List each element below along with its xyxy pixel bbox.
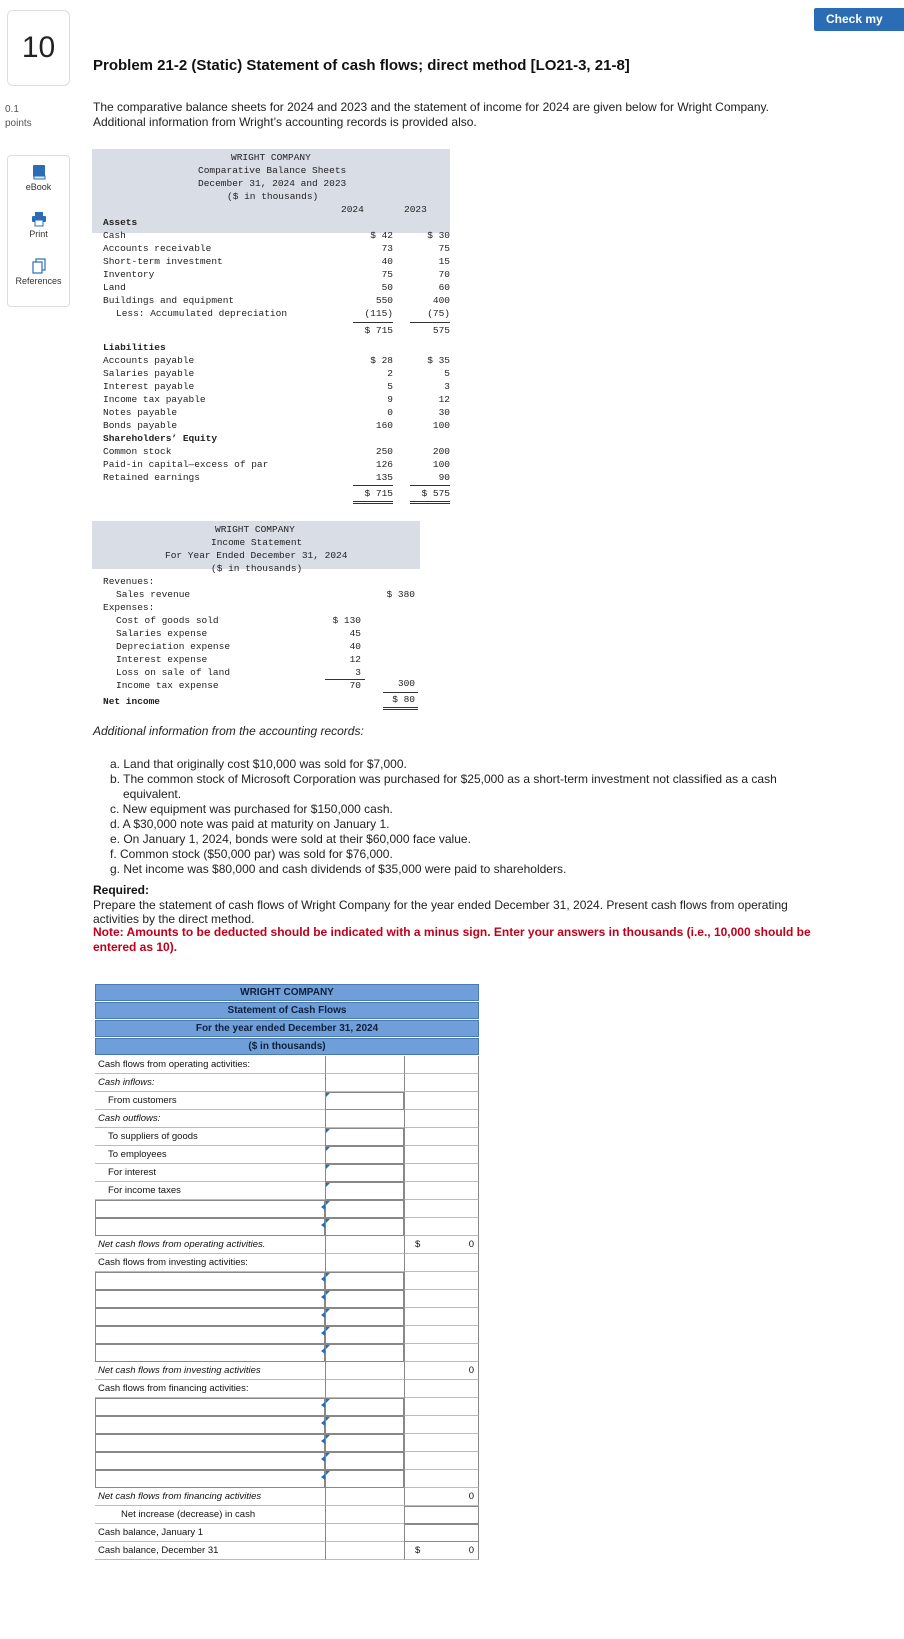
note-text: Note: Amounts to be deducted should be indicated with a minus sign. Enter your answers in thousands (i.e., 10,000 should be entered as 10). [93, 925, 811, 954]
operating-extra-label-input[interactable] [95, 1218, 325, 1236]
cf-units: ($ in thousands) [95, 1038, 479, 1055]
liabilities-rows [103, 355, 453, 433]
assets-rows [103, 230, 453, 321]
equity-label: Retained earnings [103, 472, 200, 483]
additional-item-e: e. On January 1, 2024, bonds were sold at their $60,000 face value. [110, 832, 471, 846]
additional-item-d: d. A $30,000 note was paid at maturity on January 1. [110, 817, 390, 831]
bs-units: ($ in thousands) [227, 191, 319, 202]
book-icon [31, 164, 47, 180]
income-statement-title [93, 523, 421, 575]
net-operating-total: 0 [468, 1239, 474, 1250]
operating-activities-label: Cash flows from operating activities: [98, 1059, 251, 1070]
cash-balance-jan-input[interactable] [404, 1524, 479, 1542]
asset-label: Accounts receivable [103, 243, 212, 254]
cf-total-cell [404, 1056, 479, 1074]
expense-value: 45 [349, 628, 361, 639]
cf-row [95, 1308, 479, 1326]
asset-label: Land [103, 282, 126, 293]
references-button[interactable] [8, 258, 69, 286]
expense-row [116, 628, 366, 641]
cf-amount-cell [325, 1524, 404, 1542]
financing-amount-input[interactable] [325, 1470, 404, 1488]
ebook-button[interactable] [8, 164, 69, 192]
cf-amount-cell [325, 1380, 404, 1398]
liability-value-2023: 12 [438, 394, 450, 405]
sales-revenue-label: Sales revenue [116, 589, 191, 600]
cf-amount-cell [325, 1362, 404, 1380]
bs-col-2023: 2023 [404, 204, 427, 215]
input-marker-icon [326, 1327, 330, 1331]
cf-row [95, 1398, 479, 1416]
liability-label: Accounts payable [103, 355, 195, 366]
cf-row [95, 1236, 479, 1254]
investing-amount-input[interactable] [325, 1344, 404, 1362]
cf-total-cell [404, 1128, 479, 1146]
cf-row [95, 1092, 479, 1110]
financing-amount-input[interactable] [325, 1452, 404, 1470]
investing-amount-input[interactable] [325, 1290, 404, 1308]
expenses-heading: Expenses: [103, 602, 155, 613]
equity-value-2023: 200 [432, 446, 450, 457]
net-increase-input[interactable] [404, 1506, 479, 1524]
financing-label-input[interactable] [95, 1470, 325, 1488]
equity-value-2023: 90 [438, 472, 450, 483]
expense-label: Salaries expense [116, 628, 208, 639]
net-income-label: Net income [103, 696, 161, 707]
intro-line-1: The comparative balance sheets for 2024 and 2023 and the statement of income for 2024 are given below for Wright Company. [93, 100, 769, 114]
for-income-taxes-input[interactable] [325, 1182, 404, 1200]
expense-label: Loss on sale of land [116, 667, 231, 678]
cf-total-cell [404, 1362, 479, 1380]
financing-label-input[interactable] [95, 1416, 325, 1434]
asset-label: Inventory [103, 269, 155, 280]
financing-amount-input[interactable] [325, 1398, 404, 1416]
cf-amount-cell [325, 1254, 404, 1272]
print-label: Print [29, 229, 48, 239]
intro-line-2: Additional information from Wright’s accounting records is provided also. [93, 115, 477, 129]
cf-dollar-sign: $ [415, 1239, 421, 1250]
cf-total-cell [404, 1218, 479, 1236]
cf-row [95, 1074, 479, 1092]
cf-row [95, 1182, 479, 1200]
cf-row [95, 1110, 479, 1128]
financing-label-input[interactable] [95, 1398, 325, 1416]
expense-row [116, 615, 366, 628]
printer-icon [31, 211, 47, 227]
cf-row [95, 1452, 479, 1470]
input-marker-icon [326, 1165, 330, 1169]
operating-extra-amount-input[interactable] [325, 1218, 404, 1236]
liability-label: Interest payable [103, 381, 195, 392]
expense-label: Interest expense [116, 654, 208, 665]
net-financing-total: 0 [468, 1491, 474, 1502]
cf-total-cell [404, 1542, 479, 1560]
cf-total-cell [404, 1092, 479, 1110]
asset-value-2023: 60 [438, 282, 450, 293]
investing-amount-input[interactable] [325, 1272, 404, 1290]
cf-total-cell [404, 1434, 479, 1452]
cf-total-cell [404, 1344, 479, 1362]
check-my-work-button[interactable]: Check my work [814, 8, 904, 31]
investing-amount-input[interactable] [325, 1326, 404, 1344]
equity-value-2024: 126 [375, 459, 393, 470]
for-income-taxes-label: For income taxes [108, 1185, 181, 1196]
is-statement-name: Income Statement [211, 537, 303, 548]
cf-total-cell [404, 1398, 479, 1416]
asset-value-2024: 75 [381, 269, 393, 280]
input-marker-icon [326, 1147, 330, 1151]
required-text-2: activities by the direct method. [93, 912, 255, 926]
liability-value-2024: 0 [387, 407, 393, 418]
cf-row [95, 1524, 479, 1542]
is-company: WRIGHT COMPANY [215, 524, 295, 535]
equity-rows [103, 446, 453, 485]
investing-label-input[interactable] [95, 1290, 325, 1308]
cf-row [95, 1434, 479, 1452]
cf-row [95, 1380, 479, 1398]
cash-balance-dec-label: Cash balance, December 31 [98, 1545, 219, 1556]
investing-label-input[interactable] [95, 1308, 325, 1326]
equity-value-2024: 250 [375, 446, 393, 457]
cf-statement-name: Statement of Cash Flows [95, 1002, 479, 1019]
cf-dollar-sign: $ [415, 1545, 421, 1556]
expense-label: Depreciation expense [116, 641, 231, 652]
asset-value-2024: 550 [375, 295, 393, 306]
cf-row [95, 1218, 479, 1236]
to-suppliers-input[interactable] [325, 1128, 404, 1146]
cf-total-cell [404, 1308, 479, 1326]
net-investing-total: 0 [468, 1365, 474, 1376]
question-number: 10 [7, 10, 70, 86]
liability-row [103, 407, 453, 420]
expense-value: $ 130 [332, 615, 361, 626]
points-value: 0.1 [5, 104, 19, 115]
cf-row [95, 1326, 479, 1344]
financing-label-input[interactable] [95, 1434, 325, 1452]
financing-activities-label: Cash flows from financing activities: [98, 1383, 249, 1394]
asset-row [103, 230, 453, 243]
input-marker-icon [326, 1471, 330, 1475]
liability-row [103, 368, 453, 381]
expense-value: 3 [355, 667, 361, 678]
ebook-label: eBook [25, 182, 52, 192]
asset-value-2024: (115) [364, 308, 393, 319]
liability-value-2024: 5 [387, 381, 393, 392]
financing-label-input[interactable] [95, 1452, 325, 1470]
asset-row [103, 243, 453, 256]
liability-label: Salaries payable [103, 368, 195, 379]
input-marker-icon [326, 1399, 330, 1403]
cf-total-cell [404, 1272, 479, 1290]
required-title: Required: [93, 883, 150, 897]
investing-label-input[interactable] [95, 1344, 325, 1362]
input-marker-icon [326, 1417, 330, 1421]
bs-col-2024: 2024 [341, 204, 364, 215]
to-employees-input[interactable] [325, 1146, 404, 1164]
additional-item-a: a. Land that originally cost $10,000 was sold for $7,000. [110, 757, 407, 771]
liability-label: Income tax payable [103, 394, 206, 405]
financing-amount-input[interactable] [325, 1434, 404, 1452]
liabilities-heading: Liabilities [103, 342, 166, 353]
input-marker-icon [326, 1129, 330, 1133]
cf-total-cell [404, 1200, 479, 1218]
cf-total-cell [404, 1290, 479, 1308]
cf-amount-cell [325, 1542, 404, 1560]
net-financing-label: Net cash flows from financing activities [98, 1491, 262, 1502]
asset-value-2024: 50 [381, 282, 393, 293]
assets-total-2024: $ 715 [364, 325, 393, 336]
input-marker-icon [326, 1219, 330, 1223]
asset-value-2023: 400 [432, 295, 450, 306]
expense-row [116, 654, 366, 667]
asset-value-2024: $ 42 [370, 230, 393, 241]
expense-value: 70 [349, 680, 361, 691]
equity-row [103, 459, 453, 472]
cf-row [95, 1488, 479, 1506]
liability-row [103, 394, 453, 407]
cf-row [95, 1362, 479, 1380]
asset-label: Cash [103, 230, 126, 241]
cf-row [95, 1542, 479, 1560]
equity-label: Paid-in capital—excess of par [103, 459, 269, 470]
cf-company: WRIGHT COMPANY [95, 984, 479, 1001]
additional-info-title: Additional information from the accounting records: [93, 724, 364, 738]
is-period: For Year Ended December 31, 2024 [165, 550, 348, 561]
cf-row [95, 1164, 479, 1182]
asset-value-2023: $ 30 [427, 230, 450, 241]
asset-row [103, 295, 453, 308]
asset-label: Short-term investment [103, 256, 223, 267]
input-marker-icon [326, 1345, 330, 1349]
cash-balance-jan-label: Cash balance, January 1 [98, 1527, 204, 1538]
additional-item-c: c. New equipment was purchased for $150,000 cash. [110, 802, 393, 816]
cf-row [95, 1254, 479, 1272]
expense-label: Income tax expense [116, 680, 219, 691]
for-interest-input[interactable] [325, 1164, 404, 1182]
asset-value-2023: 15 [438, 256, 450, 267]
equity-row [103, 472, 453, 485]
cf-period: For the year ended December 31, 2024 [95, 1020, 479, 1037]
required-text-1: Prepare the statement of cash flows of Wright Company for the year ended December 31, 2024. Present cash flows from operating [93, 898, 788, 912]
additional-item-b: b. The common stock of Microsoft Corporation was purchased for $25,000 as a short-term investment not classified as a cash [110, 772, 777, 786]
to-employees-label: To employees [108, 1149, 167, 1160]
liability-value-2024: 9 [387, 394, 393, 405]
equity-row [103, 446, 453, 459]
liability-value-2024: 2 [387, 368, 393, 379]
asset-row [103, 256, 453, 269]
input-marker-icon [326, 1183, 330, 1187]
liability-label: Notes payable [103, 407, 178, 418]
liability-value-2023: $ 35 [427, 355, 450, 366]
from-customers-input[interactable] [325, 1092, 404, 1110]
cf-total-cell [404, 1110, 479, 1128]
cash-balance-dec-total: 0 [468, 1545, 474, 1556]
input-marker-icon [326, 1273, 330, 1277]
cf-total-cell [404, 1452, 479, 1470]
investing-amount-input[interactable] [325, 1308, 404, 1326]
operating-extra-amount-input[interactable] [325, 1200, 404, 1218]
cf-total-cell [404, 1236, 479, 1254]
input-marker-icon [326, 1201, 330, 1205]
is-units: ($ in thousands) [211, 563, 303, 574]
cf-row [95, 1416, 479, 1434]
liability-value-2023: 100 [432, 420, 450, 431]
cf-amount-cell [325, 1074, 404, 1092]
sales-revenue-value: $ 380 [386, 589, 415, 600]
cf-row [95, 1290, 479, 1308]
liability-row [103, 381, 453, 394]
cf-amount-cell [325, 1110, 404, 1128]
le-total-2024: $ 715 [364, 488, 393, 499]
investing-activities-label: Cash flows from investing activities: [98, 1257, 248, 1268]
expense-value: 12 [349, 654, 361, 665]
equity-heading: Shareholders’ Equity [103, 433, 218, 444]
problem-title: Problem 21-2 (Static) Statement of cash flows; direct method [LO21-3, 21-8] [93, 57, 630, 74]
input-marker-icon [326, 1453, 330, 1457]
references-label: References [15, 276, 62, 286]
cf-row [95, 1056, 479, 1074]
liability-row [103, 420, 453, 433]
liability-row [103, 355, 453, 368]
cf-total-cell [404, 1164, 479, 1182]
input-marker-icon [326, 1093, 330, 1097]
operating-extra-label-input[interactable] [95, 1200, 325, 1218]
cf-row [95, 1506, 479, 1524]
expense-row [116, 641, 366, 654]
expenses-total: 300 [397, 678, 415, 689]
bs-company: WRIGHT COMPANY [231, 152, 311, 163]
liability-value-2024: 160 [375, 420, 393, 431]
input-marker-icon [326, 1435, 330, 1439]
cf-amount-cell [325, 1488, 404, 1506]
assets-heading: Assets [103, 217, 138, 228]
net-investing-label: Net cash flows from investing activities [98, 1365, 261, 1376]
expense-rows [116, 615, 366, 693]
cf-amount-cell [325, 1506, 404, 1524]
cf-row [95, 1146, 479, 1164]
asset-value-2024: 73 [381, 243, 393, 254]
liability-label: Bonds payable [103, 420, 178, 431]
print-button[interactable] [8, 211, 69, 239]
asset-row [103, 269, 453, 282]
expense-label: Cost of goods sold [116, 615, 219, 626]
cf-total-cell [404, 1470, 479, 1488]
additional-item-g: g. Net income was $80,000 and cash dividends of $35,000 were paid to shareholders. [110, 862, 567, 876]
additional-item-b-cont: equivalent. [123, 787, 182, 801]
to-suppliers-label: To suppliers of goods [108, 1131, 198, 1142]
le-total-2023: $ 575 [421, 488, 450, 499]
from-customers-label: From customers [108, 1095, 177, 1106]
cash-inflows-label: Cash inflows: [98, 1077, 155, 1088]
additional-item-f: f. Common stock ($50,000 par) was sold for $76,000. [110, 847, 393, 861]
bs-statement-name: Comparative Balance Sheets [198, 165, 347, 176]
liability-value-2024: $ 28 [370, 355, 393, 366]
asset-value-2024: 40 [381, 256, 393, 267]
equity-label: Common stock [103, 446, 172, 457]
liability-value-2023: 5 [444, 368, 450, 379]
net-income-value: $ 80 [392, 694, 415, 705]
asset-row [103, 282, 453, 295]
cf-total-cell [404, 1326, 479, 1344]
asset-value-2023: 75 [438, 243, 450, 254]
equity-value-2023: 100 [432, 459, 450, 470]
cf-row [95, 1470, 479, 1488]
cf-total-cell [404, 1254, 479, 1272]
input-marker-icon [326, 1309, 330, 1313]
cf-total-cell [404, 1074, 479, 1092]
cf-row [95, 1200, 479, 1218]
assets-total-2023: 575 [432, 325, 450, 336]
cf-row [95, 1272, 479, 1290]
financing-amount-input[interactable] [325, 1416, 404, 1434]
investing-label-input[interactable] [95, 1272, 325, 1290]
balance-sheet-title [93, 151, 451, 203]
cf-total-cell [404, 1182, 479, 1200]
cf-amount-cell [325, 1236, 404, 1254]
revenues-heading: Revenues: [103, 576, 155, 587]
documents-icon [31, 258, 47, 274]
cf-row [95, 1344, 479, 1362]
asset-label: Buildings and equipment [103, 295, 235, 306]
cf-total-cell [404, 1488, 479, 1506]
expense-value: 40 [349, 641, 361, 652]
liability-value-2023: 3 [444, 381, 450, 392]
net-increase-label: Net increase (decrease) in cash [121, 1509, 256, 1520]
expense-row [116, 680, 366, 693]
cf-total-cell [404, 1380, 479, 1398]
asset-value-2023: (75) [427, 308, 450, 319]
for-interest-label: For interest [108, 1167, 157, 1178]
cf-row [95, 1128, 479, 1146]
asset-label: Less: Accumulated depreciation [116, 308, 288, 319]
points-label: points [5, 118, 32, 129]
cf-total-cell [404, 1146, 479, 1164]
tools-sidebar [7, 155, 70, 307]
bs-dates: December 31, 2024 and 2023 [198, 178, 347, 189]
asset-value-2023: 70 [438, 269, 450, 280]
asset-row [103, 308, 453, 321]
investing-label-input[interactable] [95, 1326, 325, 1344]
cf-total-cell [404, 1416, 479, 1434]
equity-value-2024: 135 [375, 472, 393, 483]
input-marker-icon [326, 1291, 330, 1295]
cf-amount-cell [325, 1056, 404, 1074]
liability-value-2023: 30 [438, 407, 450, 418]
cash-outflows-label: Cash outflows: [98, 1113, 161, 1124]
net-operating-label: Net cash flows from operating activities. [98, 1239, 266, 1250]
